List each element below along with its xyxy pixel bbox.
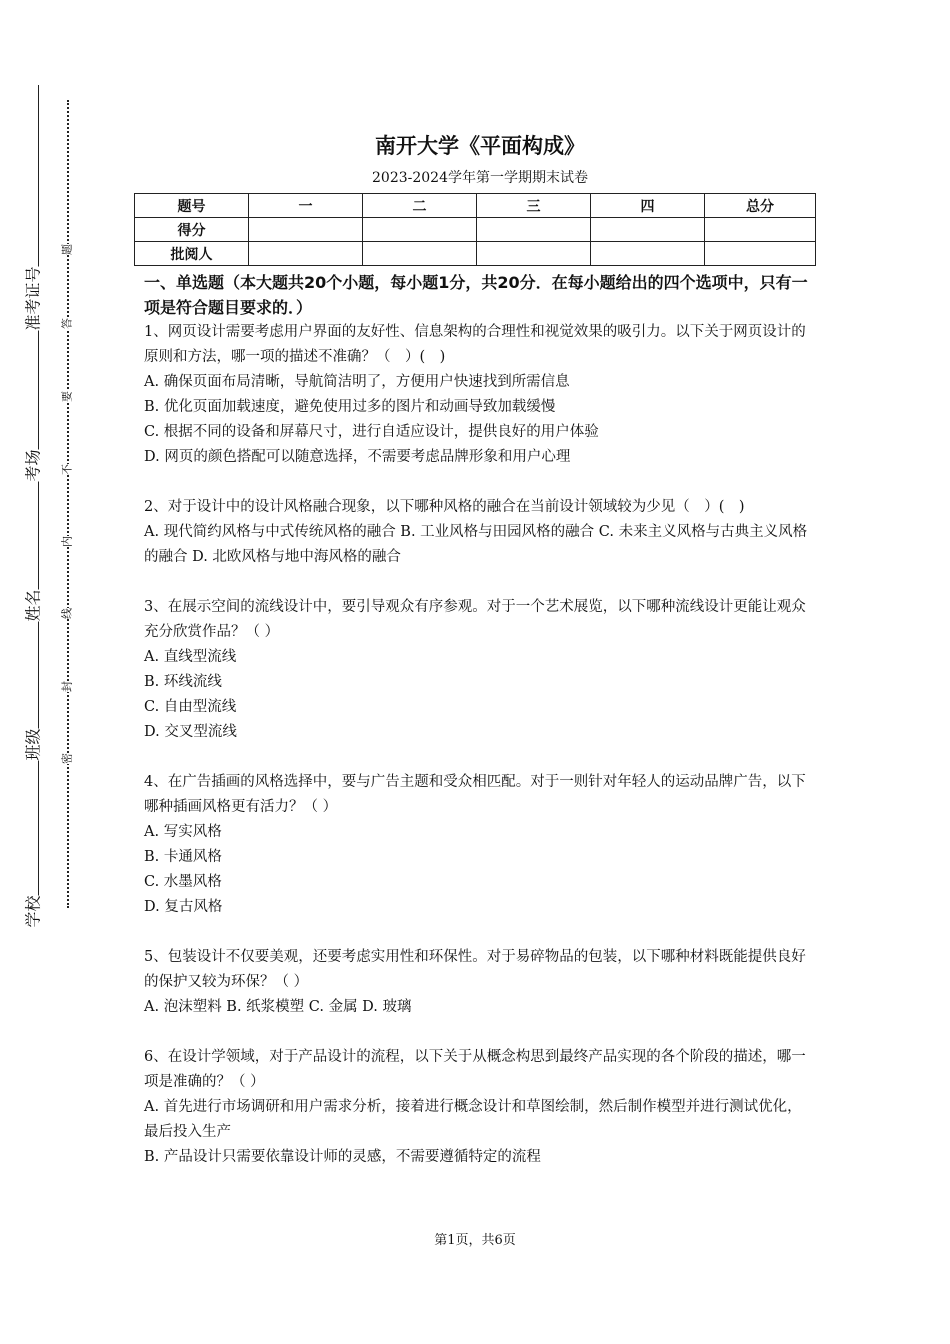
score-cell (591, 218, 705, 242)
field-name-label: 姓名 (19, 589, 46, 621)
field-exam-number-label: 准考证号 (19, 266, 46, 330)
page-footer: 第1页，共6页 (434, 1233, 516, 1248)
grader-row (135, 242, 816, 266)
question-stem: 6、在设计学领域，对于产品设计的流程，以下关于从概念构思到最终产品实现的各个阶段的描述，哪一项是准确的？（ ） (144, 1049, 806, 1090)
question-5 (144, 945, 816, 1020)
question-stem: 5、包装设计不仅要美观，还要考虑实用性和环保性。对于易碎物品的包装，以下哪种材料既能提供良好的保护又较为环保？（ ） (144, 949, 806, 990)
question-option: B. 环线流线 (144, 674, 222, 690)
question-option: A. 直线型流线 (144, 649, 237, 665)
grader-cell (477, 242, 591, 266)
score-header-cell: 一 (249, 194, 363, 218)
section-title: 一、单选题（本大题共20个小题，每小题1分，共20分．在每小题给出的四个选项中，只有一项是符合题目要求的．） (144, 273, 808, 317)
field-class-label: 班级 (19, 728, 46, 760)
field-exam-room-label: 考场 (19, 449, 46, 481)
grader-cell (249, 242, 363, 266)
seal-char: 线 (60, 608, 74, 619)
seal-char: 内 (60, 536, 74, 547)
question-option: D. 网页的颜色搭配可以随意选择，不需要考虑品牌形象和用户心理 (144, 449, 571, 465)
field-school-label: 学校 (19, 895, 46, 927)
question-list (144, 270, 816, 1170)
question-option: A. 泡沫塑料 B. 纸浆模塑 C. 金属 D. 玻璃 (144, 999, 412, 1015)
score-row (135, 218, 816, 242)
seal-char: 封 (60, 681, 74, 692)
score-cell (249, 218, 363, 242)
question-6 (144, 1045, 816, 1170)
grader-cell (705, 242, 816, 266)
question-option: C. 自由型流线 (144, 699, 237, 715)
question-option: A. 写实风格 (144, 824, 222, 840)
score-row-label: 得分 (135, 218, 249, 242)
question-4 (144, 770, 816, 920)
seal-char: 密 (60, 753, 74, 764)
score-cell (477, 218, 591, 242)
score-header-cell: 四 (591, 194, 705, 218)
question-2 (144, 495, 816, 570)
grader-cell (591, 242, 705, 266)
question-stem: 4、在广告插画的风格选择中，要与广告主题和受众相匹配。对于一则针对年轻人的运动品牌广告，以下哪种插画风格更有活力？（ ） (144, 774, 806, 815)
binding-solid-line (38, 85, 39, 925)
score-table-header-row (135, 194, 816, 218)
question-stem: 3、在展示空间的流线设计中，要引导观众有序参观。对于一个艺术展览，以下哪种流线设计更能让观众充分欣赏作品？（ ） (144, 599, 806, 640)
seal-char: 不 (60, 464, 74, 475)
grader-cell (363, 242, 477, 266)
question-option: A. 确保页面布局清晰，导航简洁明了，方便用户快速找到所需信息 (144, 374, 570, 390)
question-1 (144, 320, 816, 470)
seal-char: 答 (60, 318, 74, 329)
question-3 (144, 595, 816, 745)
question-stem: 2、对于设计中的设计风格融合现象，以下哪种风格的融合在当前设计领域较为少见（ ）( ) (144, 499, 745, 515)
binding-margin (0, 0, 120, 1344)
score-header-cell: 二 (363, 194, 477, 218)
question-option: C. 水墨风格 (144, 874, 222, 890)
binding-dotted-line (67, 100, 69, 908)
score-table (134, 193, 816, 266)
question-stem: 1、网页设计需要考虑用户界面的友好性、信息架构的合理性和视觉效果的吸引力。以下关于网页设计的原则和方法，哪一项的描述不准确？（ ）( ) (144, 324, 806, 365)
score-cell (363, 218, 477, 242)
question-option: B. 卡通风格 (144, 849, 222, 865)
seal-char: 要 (60, 391, 74, 402)
question-option: D. 交叉型流线 (144, 724, 237, 740)
score-cell (705, 218, 816, 242)
question-option: D. 复古风格 (144, 899, 223, 915)
question-option: A. 现代简约风格与中式传统风格的融合 B. 工业风格与田园风格的融合 C. 未来主义风格与古典主义风格的融合 D. 北欧风格与地中海风格的融合 (144, 524, 808, 565)
question-option: B. 优化页面加载速度，避免使用过多的图片和动画导致加载缓慢 (144, 399, 556, 415)
question-option: C. 根据不同的设备和屏幕尺寸，进行自适应设计，提供良好的用户体验 (144, 424, 599, 440)
exam-subtitle: 2023-2024学年第一学期期末试卷 (372, 170, 588, 186)
score-header-cell: 题号 (135, 194, 249, 218)
seal-char: 题 (60, 244, 74, 255)
score-header-cell: 三 (477, 194, 591, 218)
score-header-cell: 总分 (705, 194, 816, 218)
question-option: B. 产品设计只需要依靠设计师的灵感，不需要遵循特定的流程 (144, 1149, 541, 1165)
exam-header (144, 130, 816, 189)
exam-title: 南开大学《平面构成》 (375, 134, 585, 158)
grader-row-label: 批阅人 (135, 242, 249, 266)
question-option: A. 首先进行市场调研和用户需求分析，接着进行概念设计和草图绘制，然后制作模型并进行测试优化，最后投入生产 (144, 1099, 802, 1140)
